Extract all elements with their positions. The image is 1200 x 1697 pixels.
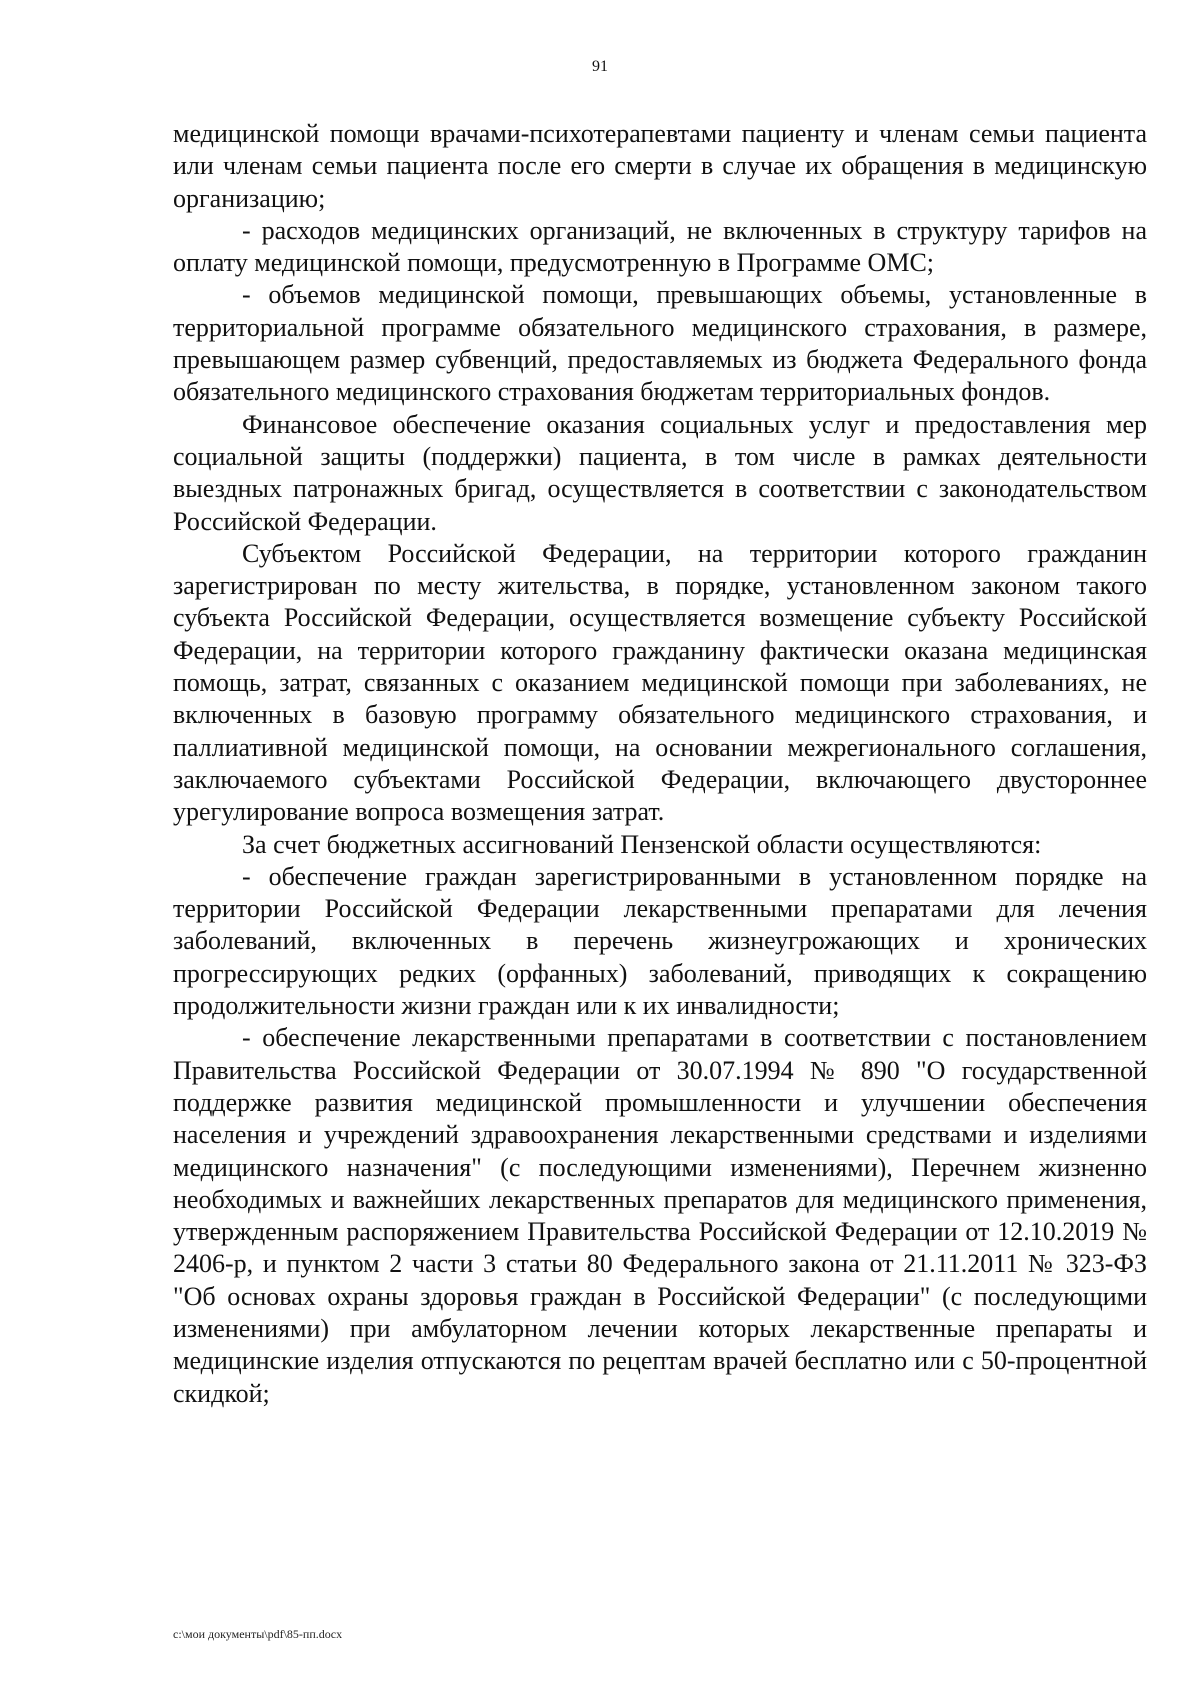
paragraph-expenses-clause: - расходов медицинских организаций, не включенных в структуру тарифов на оплату медицинской помощи, предусмотренную в Программе ОМС; xyxy=(173,215,1147,278)
paragraph-orphan-drugs: - обеспечение граждан зарегистрированными в установленном порядке на территории Российской Федерации лекарственными препаратами для лечения заболеваний, включенных в перечень жизнеугрожающих и хронических прогрессирующих редких (орфанных) заболеваний, приводящих к сокращению продолжительности жизни граждан или к их инвалидности; xyxy=(173,861,1147,1021)
paragraph-volumes-clause: - объемов медицинской помощи, превышающих объемы, установленные в территориальной программе обязательного медицинского страхования, в размере, превышающем размер субвенций, предоставляемых из бюджета Федерального фонда обязательного медицинского страхования бюджетам территориальных фондов. xyxy=(173,280,1147,407)
document-body xyxy=(173,118,1147,1410)
paragraph-continuation: медицинской помощи врачами-психотерапевтами пациенту и членам семьи пациента или членам семьи пациента после его смерти в случае их обращения в медицинскую организацию; xyxy=(173,119,1147,213)
paragraph-budget-allocations: За счет бюджетных ассигнований Пензенской области осуществляются: xyxy=(242,829,1042,859)
page-number: 91 xyxy=(592,58,608,75)
paragraph-reimbursement: Субъектом Российской Федерации, на территории которого гражданин зарегистрирован по месту жительства, в порядке, установленном законом такого субъекта Российской Федерации, осуществляется возмещение субъекту Российской Федерации, на территории которого гражданину фактически оказана медицинская помощь, затрат, связанных с оказанием медицинской помощи при заболеваниях, не включенных в базовую программу обязательного медицинского страхования, и паллиативной медицинской помощи, на основании межрегионального соглашения, заключаемого субъектами Российской Федерации, включающего двустороннее урегулирование вопроса возмещения затрат. xyxy=(173,538,1147,827)
footer-file-path: c:\мои документы\pdf\85-пп.docx xyxy=(173,1627,343,1641)
paragraph-social-services: Финансовое обеспечение оказания социальных услуг и предоставления мер социальной защиты (поддержки) пациента, в том числе в рамках деятельности выездных патронажных бригад, осуществляется в соответствии с законодательством Российской Федерации. xyxy=(173,409,1147,536)
paragraph-drug-provision: - обеспечение лекарственными препаратами в соответствии с постановлением Правительства Российской Федерации от 30.07.1994 № 890 "О государственной поддержке развития медицинской промышленности и улучшении обеспечения населения и учреждений здравоохранения лекарственными средствами и изделиями медицинского назначения" (с последующими изменениями), Перечнем жизненно необходимых и важнейших лекарственных препаратов для медицинского применения, утвержденным распоряжением Правительства Российской Федерации от 12.10.2019 № 2406-р, и пунктом 2 части 3 статьи 80 Федерального закона от 21.11.2011 № 323-ФЗ "Об основах охраны здоровья граждан в Российской Федерации" (с последующими изменениями) при амбулаторном лечении которых лекарственные препараты и медицинские изделия отпускаются по рецептам врачей бесплатно или с 50-процентной скидкой; xyxy=(173,1023,1147,1408)
